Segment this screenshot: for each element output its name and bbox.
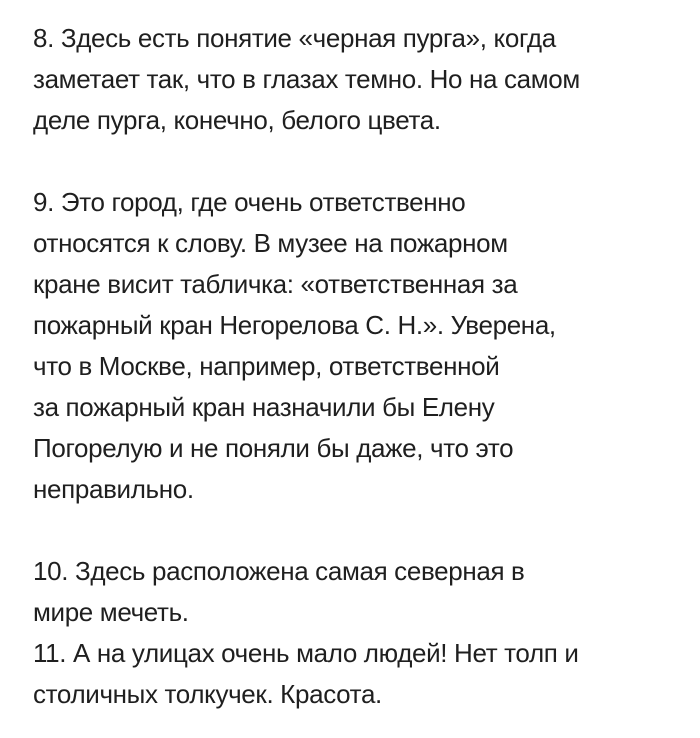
text-line: кране висит табличка: «ответственная за — [33, 269, 518, 299]
paragraph-gap — [33, 510, 670, 551]
text-line: 11. А на улицах очень мало людей! Нет толп и — [33, 638, 579, 668]
text-line: относятся к слову. В музее на пожарном — [33, 228, 508, 258]
text-line: пожарный кран Негорелова С. Н.». Уверена, — [33, 310, 556, 340]
paragraph-item-9 — [33, 182, 670, 510]
paragraph-gap — [33, 141, 670, 182]
paragraph-item-11 — [33, 633, 670, 715]
text-line: 9. Это город, где очень ответственно — [33, 187, 466, 217]
text-line: за пожарный кран назначили бы Елену — [33, 392, 495, 422]
text-line: столичных толкучек. Красота. — [33, 679, 382, 709]
text-line: деле пурга, конечно, белого цвета. — [33, 105, 441, 135]
text-line: неправильно. — [33, 474, 194, 504]
paragraph-item-10 — [33, 551, 670, 633]
text-line: мире мечеть. — [33, 597, 189, 627]
paragraph-item-8 — [33, 18, 670, 141]
text-line: Погорелую и не поняли бы даже, что это — [33, 433, 514, 463]
text-line: что в Москве, например, ответственной — [33, 351, 500, 381]
text-line: заметает так, что в глазах темно. Но на самом — [33, 64, 580, 94]
text-line: 10. Здесь расположена самая северная в — [33, 556, 525, 586]
text-line: 8. Здесь есть понятие «черная пурга», когда — [33, 23, 556, 53]
